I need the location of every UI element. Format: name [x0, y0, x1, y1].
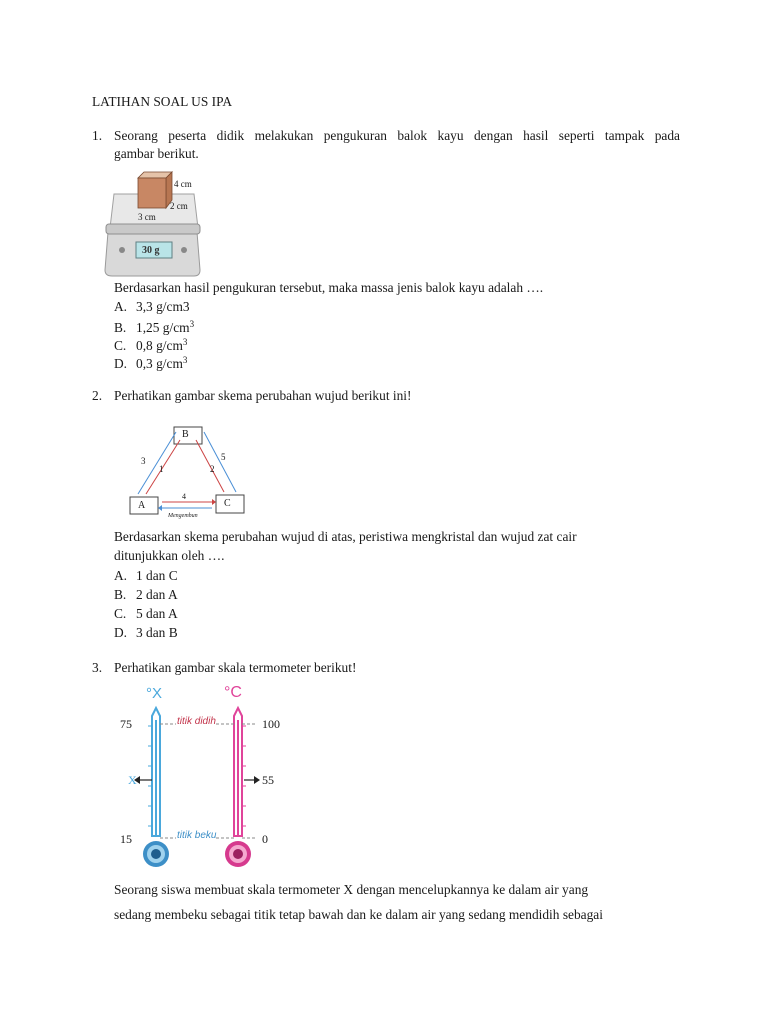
q1-number: 1.	[92, 128, 103, 143]
option-letter: C.	[114, 606, 127, 621]
q3-paragraph-line2: sedang membeku sebagai titik tetap bawah dan ke dalam air yang sedang mendidih sebagai	[114, 907, 603, 922]
q1-text-line2: gambar berikut.	[114, 146, 199, 161]
q2-option-a[interactable]	[114, 566, 178, 585]
q2-option-b[interactable]	[114, 585, 178, 604]
q2-number: 2.	[92, 388, 103, 403]
q2-box-c-label: C	[224, 498, 231, 509]
option-letter: A.	[114, 299, 128, 314]
option-text: 5 dan A	[136, 606, 178, 621]
q2-bottom-label: Mengembun	[168, 513, 198, 519]
q2-arrow-2-label: 2	[210, 464, 215, 474]
option-superscript: 3	[189, 319, 195, 329]
option-text: 1 dan C	[136, 568, 178, 583]
option-text: 3,3 g/cm3	[136, 299, 190, 314]
q3-number: 3.	[92, 660, 103, 675]
option-letter: C.	[114, 338, 127, 353]
option-letter: D.	[114, 625, 128, 640]
q2-box-b-label: B	[182, 429, 189, 440]
q3-label-freeze: titik beku	[177, 830, 217, 841]
q3-right-mid-value: 55	[262, 773, 274, 787]
q1-option-a[interactable]	[114, 297, 190, 316]
option-text: 1,25 g/cm	[136, 320, 190, 335]
option-superscript: 3	[182, 355, 188, 365]
q1-text-line1: Seorang peserta didik melakukan pengukuran balok kayu dengan hasil seperti tampak pada	[114, 128, 680, 143]
q1-prompt: Berdasarkan hasil pengukuran tersebut, maka massa jenis balok kayu adalah ….	[114, 280, 544, 295]
q3-unit-right: °C	[224, 684, 242, 701]
q3-left-bottom-value: 15	[120, 832, 132, 846]
q2-prompt-line1: Berdasarkan skema perubahan wujud di atas, peristiwa mengkristal dan wujud zat cair	[114, 529, 577, 544]
option-superscript: 3	[182, 337, 188, 347]
arrow-5	[204, 432, 236, 492]
q3-label-boil: titik didih	[177, 716, 216, 727]
q2-arrow-1-label: 1	[159, 464, 164, 474]
q3-paragraph-line1: Seorang siswa membuat skala termometer X dengan mencelupkannya ke dalam air yang	[114, 882, 589, 897]
option-text: 0,8 g/cm	[136, 338, 183, 353]
option-text: 2 dan A	[136, 587, 178, 602]
q2-arrow-3-label: 3	[141, 456, 146, 466]
option-letter: A.	[114, 568, 128, 583]
q1-label-height: 4 cm	[174, 179, 192, 189]
q1-label-width: 3 cm	[138, 212, 156, 222]
q2-option-d[interactable]	[114, 623, 178, 642]
q3-right-top-value: 100	[262, 717, 280, 731]
page-title: LATIHAN SOAL US IPA	[92, 94, 232, 109]
q2-prompt-line2: ditunjukkan oleh ….	[114, 548, 225, 563]
option-letter: B.	[114, 320, 127, 335]
q2-box-a-label: A	[138, 500, 146, 511]
q3-text: Perhatikan gambar skala termometer berikut!	[114, 660, 357, 675]
q1-option-d[interactable]	[114, 351, 187, 373]
option-text: 0,3 g/cm	[136, 356, 183, 371]
q1-label-depth: 2 cm	[170, 201, 188, 211]
option-letter: B.	[114, 587, 127, 602]
q2-arrow-4-label: 4	[182, 492, 186, 501]
option-text: 3 dan B	[136, 625, 178, 640]
q3-unit-left: °X	[146, 685, 163, 702]
q2-text: Perhatikan gambar skema perubahan wujud berikut ini!	[114, 388, 412, 403]
q3-left-top-value: 75	[120, 717, 132, 731]
q2-option-c[interactable]	[114, 604, 178, 623]
option-letter: D.	[114, 356, 128, 371]
q2-arrow-5-label: 5	[221, 452, 226, 462]
q3-right-bottom-value: 0	[262, 832, 268, 846]
q3-left-mid-value: X	[128, 773, 137, 787]
q1-scale-reading: 30 g	[142, 245, 160, 256]
